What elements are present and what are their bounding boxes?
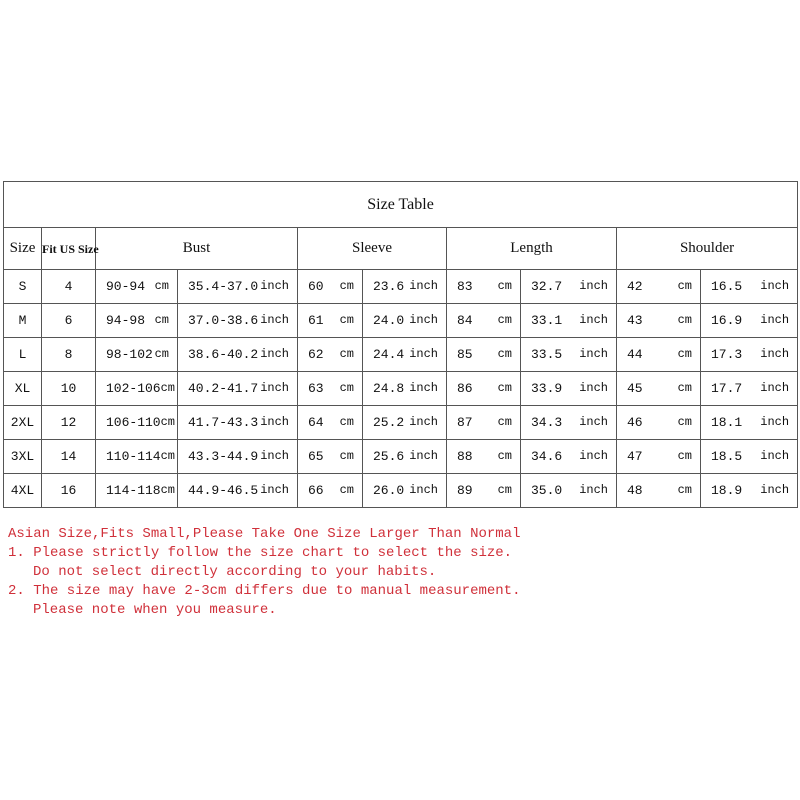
sleeve-in-cell: [363, 304, 447, 338]
length-in-cell: [521, 304, 617, 338]
value: 89: [457, 483, 473, 498]
unit: inch: [260, 313, 289, 327]
value: 24.8: [373, 381, 405, 396]
unit: cm: [154, 313, 169, 327]
value: 34.3: [531, 415, 563, 430]
unit: inch: [579, 347, 608, 361]
shoulder-cm-cell: [617, 474, 701, 508]
sleeve-cm-cell: [298, 372, 363, 406]
unit: cm: [160, 381, 176, 395]
value: 24.4: [373, 347, 405, 362]
fit-us-cell: 10: [42, 372, 96, 406]
note-1: 1. Please strictly follow the size chart to select the size.: [8, 545, 513, 561]
bust-in-cell: [178, 338, 298, 372]
value: 37.0-38.6: [188, 313, 259, 328]
table-title: Size Table: [4, 182, 798, 228]
size-cell: S: [4, 270, 42, 304]
header-size: Size: [4, 228, 42, 270]
shoulder-in-cell: [701, 338, 798, 372]
sleeve-cm-cell: [298, 270, 363, 304]
table-row: [4, 406, 798, 440]
value: 33.9: [531, 381, 563, 396]
unit: cm: [497, 347, 512, 361]
sleeve-in-cell: [363, 440, 447, 474]
bust-in-cell: [178, 372, 298, 406]
value: 86: [457, 381, 473, 396]
sleeve-cm-cell: [298, 474, 363, 508]
size-table: [3, 181, 798, 508]
unit: inch: [579, 415, 608, 429]
value: 60: [308, 279, 324, 294]
bust-cm-cell: [96, 304, 178, 338]
value: 87: [457, 415, 473, 430]
value: 42: [627, 279, 643, 294]
value: 17.3: [711, 347, 743, 362]
sleeve-in-cell: [363, 474, 447, 508]
unit: cm: [497, 279, 512, 293]
value: 18.1: [711, 415, 743, 430]
unit: cm: [677, 313, 692, 327]
shoulder-cm-cell: [617, 270, 701, 304]
unit: inch: [409, 415, 438, 429]
table-row: [4, 440, 798, 474]
header-fit-us-size: Fit US Size: [42, 228, 96, 270]
length-cm-cell: [447, 406, 521, 440]
unit: cm: [339, 381, 354, 395]
value: 18.5: [711, 449, 743, 464]
length-cm-cell: [447, 338, 521, 372]
unit: cm: [339, 347, 354, 361]
unit: inch: [409, 347, 438, 361]
header-shoulder: Shoulder: [617, 228, 798, 270]
shoulder-in-cell: [701, 270, 798, 304]
unit: inch: [579, 381, 608, 395]
shoulder-in-cell: [701, 406, 798, 440]
value: 43: [627, 313, 643, 328]
bust-cm-cell: [96, 372, 178, 406]
unit: inch: [409, 483, 438, 497]
sleeve-in-cell: [363, 270, 447, 304]
unit: cm: [160, 415, 176, 429]
unit: cm: [677, 381, 692, 395]
unit: cm: [339, 483, 354, 497]
unit: inch: [760, 313, 790, 327]
length-cm-cell: [447, 474, 521, 508]
value: 106-110: [106, 415, 161, 430]
sleeve-cm-cell: [298, 406, 363, 440]
value: 34.6: [531, 449, 563, 464]
sleeve-in-cell: [363, 406, 447, 440]
unit: cm: [497, 449, 512, 463]
value: 38.6-40.2: [188, 347, 259, 362]
header-bust: Bust: [96, 228, 298, 270]
value: 24.0: [373, 313, 405, 328]
unit: cm: [497, 381, 512, 395]
table-row: [4, 474, 798, 508]
note-headline: Asian Size,Fits Small,Please Take One Size Larger Than Normal: [8, 526, 521, 542]
value: 63: [308, 381, 324, 396]
value: 33.5: [531, 347, 563, 362]
table-row: [4, 372, 798, 406]
value: 25.2: [373, 415, 405, 430]
length-cm-cell: [447, 440, 521, 474]
unit: cm: [497, 483, 512, 497]
note-2-cont: Please note when you measure.: [33, 602, 277, 618]
length-in-cell: [521, 372, 617, 406]
size-cell: 4XL: [4, 474, 42, 508]
shoulder-cm-cell: [617, 304, 701, 338]
sleeve-in-cell: [363, 372, 447, 406]
fit-us-cell: 4: [42, 270, 96, 304]
shoulder-cm-cell: [617, 406, 701, 440]
header-length: Length: [447, 228, 617, 270]
unit: inch: [760, 483, 790, 497]
size-notes: [8, 525, 520, 620]
unit: inch: [760, 415, 790, 429]
value: 84: [457, 313, 473, 328]
unit: inch: [260, 279, 289, 293]
unit: inch: [260, 483, 289, 497]
fit-us-cell: 8: [42, 338, 96, 372]
length-cm-cell: [447, 372, 521, 406]
value: 64: [308, 415, 324, 430]
unit: cm: [677, 483, 692, 497]
length-in-cell: [521, 440, 617, 474]
value: 32.7: [531, 279, 563, 294]
table-row: [4, 338, 798, 372]
unit: cm: [677, 347, 692, 361]
shoulder-cm-cell: [617, 338, 701, 372]
bust-in-cell: [178, 440, 298, 474]
unit: cm: [339, 449, 354, 463]
bust-cm-cell: [96, 406, 178, 440]
bust-in-cell: [178, 406, 298, 440]
value: 26.0: [373, 483, 405, 498]
note-1-cont: Do not select directly according to your habits.: [33, 564, 437, 580]
sleeve-in-cell: [363, 338, 447, 372]
unit: inch: [579, 449, 608, 463]
value: 40.2-41.7: [188, 381, 259, 396]
unit: inch: [760, 279, 790, 293]
unit: inch: [579, 483, 608, 497]
value: 23.6: [373, 279, 405, 294]
bust-in-cell: [178, 270, 298, 304]
value: 94-98: [106, 313, 146, 328]
bust-cm-cell: [96, 270, 178, 304]
value: 66: [308, 483, 324, 498]
unit: inch: [260, 347, 289, 361]
value: 88: [457, 449, 473, 464]
value: 61: [308, 313, 324, 328]
unit: inch: [760, 381, 790, 395]
value: 16.9: [711, 313, 743, 328]
unit: inch: [579, 279, 608, 293]
unit: inch: [409, 313, 438, 327]
unit: inch: [260, 381, 289, 395]
sleeve-cm-cell: [298, 440, 363, 474]
unit: inch: [409, 279, 438, 293]
unit: inch: [260, 415, 289, 429]
value: 25.6: [373, 449, 405, 464]
length-cm-cell: [447, 270, 521, 304]
unit: inch: [409, 381, 438, 395]
unit: cm: [677, 279, 692, 293]
unit: cm: [154, 347, 169, 361]
unit: inch: [409, 449, 438, 463]
value: 46: [627, 415, 643, 430]
value: 62: [308, 347, 324, 362]
fit-us-cell: 6: [42, 304, 96, 338]
value: 83: [457, 279, 473, 294]
value: 41.7-43.3: [188, 415, 259, 430]
value: 102-106: [106, 381, 161, 396]
value: 110-114: [106, 449, 161, 464]
fit-us-cell: 14: [42, 440, 96, 474]
value: 44: [627, 347, 643, 362]
size-cell: 2XL: [4, 406, 42, 440]
length-in-cell: [521, 270, 617, 304]
value: 44.9-46.5: [188, 483, 259, 498]
shoulder-in-cell: [701, 440, 798, 474]
value: 43.3-44.9: [188, 449, 259, 464]
length-in-cell: [521, 406, 617, 440]
unit: cm: [339, 313, 354, 327]
length-in-cell: [521, 474, 617, 508]
value: 114-118: [106, 483, 161, 498]
unit: cm: [677, 449, 692, 463]
unit: cm: [160, 449, 176, 463]
size-cell: L: [4, 338, 42, 372]
value: 45: [627, 381, 643, 396]
bust-cm-cell: [96, 474, 178, 508]
sleeve-cm-cell: [298, 338, 363, 372]
unit: cm: [497, 415, 512, 429]
value: 98-102: [106, 347, 153, 362]
unit: inch: [579, 313, 608, 327]
unit: inch: [760, 449, 790, 463]
fit-us-cell: 16: [42, 474, 96, 508]
fit-us-cell: 12: [42, 406, 96, 440]
unit: cm: [497, 313, 512, 327]
unit: inch: [260, 449, 289, 463]
shoulder-in-cell: [701, 304, 798, 338]
bust-in-cell: [178, 304, 298, 338]
value: 16.5: [711, 279, 743, 294]
unit: cm: [677, 415, 692, 429]
size-cell: M: [4, 304, 42, 338]
shoulder-cm-cell: [617, 440, 701, 474]
size-cell: XL: [4, 372, 42, 406]
table-row: [4, 270, 798, 304]
bust-cm-cell: [96, 338, 178, 372]
value: 47: [627, 449, 643, 464]
length-cm-cell: [447, 304, 521, 338]
header-sleeve: Sleeve: [298, 228, 447, 270]
value: 33.1: [531, 313, 563, 328]
unit: cm: [160, 483, 176, 497]
unit: inch: [760, 347, 790, 361]
value: 17.7: [711, 381, 743, 396]
shoulder-in-cell: [701, 372, 798, 406]
value: 35.4-37.0: [188, 279, 259, 294]
bust-cm-cell: [96, 440, 178, 474]
sleeve-cm-cell: [298, 304, 363, 338]
table-row: [4, 304, 798, 338]
value: 90-94: [106, 279, 146, 294]
unit: cm: [154, 279, 169, 293]
value: 48: [627, 483, 643, 498]
note-2: 2. The size may have 2-3cm differs due to manual measurement.: [8, 583, 521, 599]
unit: cm: [339, 279, 354, 293]
shoulder-in-cell: [701, 474, 798, 508]
shoulder-cm-cell: [617, 372, 701, 406]
value: 65: [308, 449, 324, 464]
unit: cm: [339, 415, 354, 429]
value: 85: [457, 347, 473, 362]
size-cell: 3XL: [4, 440, 42, 474]
value: 35.0: [531, 483, 563, 498]
length-in-cell: [521, 338, 617, 372]
bust-in-cell: [178, 474, 298, 508]
value: 18.9: [711, 483, 743, 498]
